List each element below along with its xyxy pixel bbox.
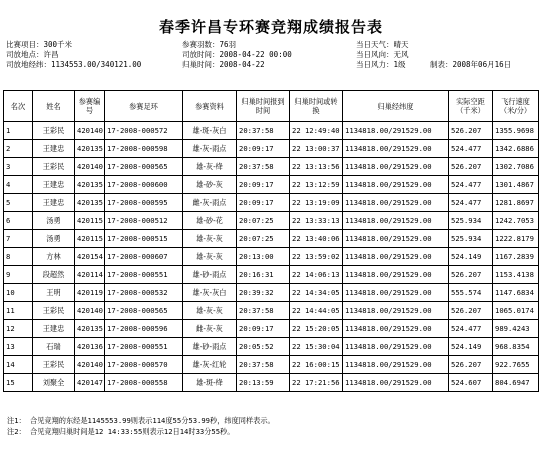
cell-bird-info: 雄-灰-灰 [183, 230, 237, 248]
table-row [4, 194, 539, 212]
info-weather: 当日天气：晴天 [356, 40, 409, 49]
cell-entry-number: 420135 [75, 320, 105, 338]
cell-return-time: 22 15:20:05 [290, 320, 343, 338]
info-row-3 [6, 60, 538, 70]
cell-report-time: 20:37:58 [237, 302, 290, 320]
report-title: 春季许昌专环赛竞翔成绩报告表 [158, 18, 383, 36]
cell-coords: 1134818.00/291529.00 [343, 356, 449, 374]
cell-name: 石瑞 [33, 338, 75, 356]
cell-bird-info: 雌-灰-雨点 [183, 194, 237, 212]
cell-speed: 1167.2839 [493, 248, 539, 266]
cell-name: 王彩民 [33, 302, 75, 320]
cell-report-time: 20:13:00 [237, 248, 290, 266]
cell-name: 方林 [33, 248, 75, 266]
cell-distance: 525.934 [449, 230, 493, 248]
cell-name: 王建忠 [33, 320, 75, 338]
cell-distance: 555.574 [449, 284, 493, 302]
cell-ring: 17-2008-000551 [105, 338, 183, 356]
cell-ring: 17-2008-000598 [105, 140, 183, 158]
info-row-2 [6, 50, 538, 60]
cell-entry-number: 420135 [75, 176, 105, 194]
cell-report-time: 20:09:17 [237, 176, 290, 194]
cell-distance: 524.149 [449, 248, 493, 266]
cell-coords: 1134818.00/291529.00 [343, 230, 449, 248]
cell-distance: 524.477 [449, 176, 493, 194]
cell-name: 王建忠 [33, 176, 75, 194]
cell-bird-info: 雄-斑-绛 [183, 374, 237, 392]
cell-speed: 1242.7053 [493, 212, 539, 230]
table-row [4, 338, 539, 356]
cell-report-time: 20:13:59 [237, 374, 290, 392]
cell-speed: 989.4243 [493, 320, 539, 338]
cell-report-time: 20:37:58 [237, 158, 290, 176]
cell-coords: 1134818.00/291529.00 [343, 140, 449, 158]
cell-coords: 1134818.00/291529.00 [343, 212, 449, 230]
cell-report-time: 20:09:17 [237, 320, 290, 338]
header-entry-number: 参赛编号 [75, 91, 105, 122]
cell-rank: 7 [4, 230, 33, 248]
table-row [4, 212, 539, 230]
cell-speed: 804.6947 [493, 374, 539, 392]
table-row [4, 230, 539, 248]
cell-bird-info: 雄-砂-雨点 [183, 338, 237, 356]
cell-name: 王明 [33, 284, 75, 302]
table-row [4, 122, 539, 140]
cell-rank: 2 [4, 140, 33, 158]
cell-rank: 5 [4, 194, 33, 212]
cell-report-time: 20:09:17 [237, 140, 290, 158]
header-ring: 参赛足环 [105, 91, 183, 122]
table-row [4, 320, 539, 338]
cell-distance: 525.934 [449, 212, 493, 230]
cell-distance: 524.149 [449, 338, 493, 356]
cell-coords: 1134818.00/291529.00 [343, 194, 449, 212]
cell-ring: 17-2008-000570 [105, 356, 183, 374]
cell-name: 王彩民 [33, 356, 75, 374]
header-return-time: 归巢时间或转换 [290, 91, 343, 122]
cell-ring: 17-2008-000596 [105, 320, 183, 338]
cell-report-time: 20:39:32 [237, 284, 290, 302]
cell-coords: 1134818.00/291529.00 [343, 266, 449, 284]
cell-ring: 17-2008-000572 [105, 122, 183, 140]
cell-bird-info: 雄-灰-红轮 [183, 356, 237, 374]
note-2: 注2： 合见竞翔归巢时间是12 14:33:55则表示12日14时33分55秒。 [7, 427, 235, 436]
cell-ring: 17-2008-000532 [105, 284, 183, 302]
cell-return-time: 22 13:59:02 [290, 248, 343, 266]
cell-distance: 526.207 [449, 302, 493, 320]
cell-entry-number: 420135 [75, 140, 105, 158]
info-wind-force: 当日风力：1级 [356, 60, 406, 69]
table-row [4, 140, 539, 158]
cell-name: 段超然 [33, 266, 75, 284]
info-wind-direction: 当日风向：无风 [356, 50, 409, 59]
cell-bird-info: 雄-灰-灰 [183, 302, 237, 320]
header-rank: 名次 [4, 91, 33, 122]
cell-entry-number: 420136 [75, 338, 105, 356]
cell-entry-number: 420140 [75, 158, 105, 176]
cell-distance: 524.477 [449, 320, 493, 338]
cell-return-time: 22 13:12:59 [290, 176, 343, 194]
cell-rank: 8 [4, 248, 33, 266]
cell-ring: 17-2008-000565 [105, 158, 183, 176]
cell-entry-number: 420140 [75, 122, 105, 140]
results-table [3, 90, 539, 392]
cell-rank: 14 [4, 356, 33, 374]
cell-report-time: 20:37:58 [237, 356, 290, 374]
cell-report-time: 20:07:25 [237, 230, 290, 248]
cell-return-time: 22 13:13:56 [290, 158, 343, 176]
cell-speed: 1153.4138 [493, 266, 539, 284]
cell-bird-info: 雄-斑-灰白 [183, 122, 237, 140]
cell-rank: 3 [4, 158, 33, 176]
cell-return-time: 22 13:40:06 [290, 230, 343, 248]
cell-report-time: 20:09:17 [237, 194, 290, 212]
table-row [4, 284, 539, 302]
header-coords: 归巢经纬度 [343, 91, 449, 122]
race-info [6, 40, 538, 70]
cell-entry-number: 420115 [75, 230, 105, 248]
header-bird-info: 参赛资料 [183, 91, 237, 122]
cell-bird-info: 雄-灰-灰白 [183, 284, 237, 302]
cell-distance: 526.207 [449, 158, 493, 176]
cell-speed: 1281.8697 [493, 194, 539, 212]
info-entries: 参赛羽数：76羽 [182, 40, 237, 49]
cell-name: 王彩民 [33, 158, 75, 176]
cell-return-time: 22 13:33:13 [290, 212, 343, 230]
cell-distance: 526.207 [449, 356, 493, 374]
cell-entry-number: 420135 [75, 194, 105, 212]
table-row [4, 302, 539, 320]
cell-rank: 4 [4, 176, 33, 194]
cell-speed: 1302.7086 [493, 158, 539, 176]
cell-coords: 1134818.00/291529.00 [343, 284, 449, 302]
table-row [4, 158, 539, 176]
cell-coords: 1134818.00/291529.00 [343, 176, 449, 194]
cell-rank: 15 [4, 374, 33, 392]
cell-return-time: 22 16:00:15 [290, 356, 343, 374]
cell-distance: 526.207 [449, 266, 493, 284]
cell-entry-number: 420154 [75, 248, 105, 266]
cell-report-time: 20:05:52 [237, 338, 290, 356]
cell-entry-number: 420147 [75, 374, 105, 392]
cell-speed: 922.7655 [493, 356, 539, 374]
cell-ring: 17-2008-000595 [105, 194, 183, 212]
cell-coords: 1134818.00/291529.00 [343, 338, 449, 356]
info-release-time: 司放时间：2008-04-22 00:00 [182, 50, 292, 59]
cell-ring: 17-2008-000565 [105, 302, 183, 320]
cell-ring: 17-2008-000558 [105, 374, 183, 392]
table-header-row [4, 91, 539, 122]
cell-entry-number: 420114 [75, 266, 105, 284]
cell-ring: 17-2008-000607 [105, 248, 183, 266]
notes [7, 415, 275, 437]
cell-speed: 1222.8179 [493, 230, 539, 248]
info-return-date: 归巢时间：2008-04-22 [182, 60, 265, 69]
cell-rank: 13 [4, 338, 33, 356]
cell-coords: 1134818.00/291529.00 [343, 374, 449, 392]
cell-bird-info: 雄-灰-绛 [183, 158, 237, 176]
table-row [4, 248, 539, 266]
cell-rank: 1 [4, 122, 33, 140]
cell-bird-info: 雄-灰-灰 [183, 248, 237, 266]
cell-return-time: 22 13:19:09 [290, 194, 343, 212]
cell-return-time: 22 17:21:56 [290, 374, 343, 392]
cell-rank: 6 [4, 212, 33, 230]
cell-speed: 1065.0174 [493, 302, 539, 320]
cell-bird-info: 雄-砂-灰 [183, 176, 237, 194]
cell-rank: 12 [4, 320, 33, 338]
cell-bird-info: 雄-砂-雨点 [183, 266, 237, 284]
cell-report-time: 20:37:58 [237, 122, 290, 140]
cell-rank: 9 [4, 266, 33, 284]
cell-distance: 526.207 [449, 122, 493, 140]
table-row [4, 374, 539, 392]
cell-name: 刘聚全 [33, 374, 75, 392]
cell-return-time: 22 12:49:40 [290, 122, 343, 140]
cell-return-time: 22 15:30:04 [290, 338, 343, 356]
cell-return-time: 22 14:06:13 [290, 266, 343, 284]
cell-ring: 17-2008-000515 [105, 230, 183, 248]
cell-entry-number: 420140 [75, 302, 105, 320]
cell-return-time: 22 14:44:05 [290, 302, 343, 320]
table-row [4, 356, 539, 374]
cell-speed: 1147.6834 [493, 284, 539, 302]
cell-ring: 17-2008-000551 [105, 266, 183, 284]
cell-name: 王建忠 [33, 140, 75, 158]
info-release-coords: 司放地经纬：1134553.00/340121.00 [6, 60, 142, 69]
cell-return-time: 22 14:34:05 [290, 284, 343, 302]
cell-entry-number: 420115 [75, 212, 105, 230]
table-row [4, 176, 539, 194]
info-race-item: 比赛项目：300千米 [6, 40, 73, 49]
cell-distance: 524.477 [449, 140, 493, 158]
note-1: 注1： 合见竞翔的东经是1145553.99则表示114度55分53.99秒，纬度同样表示。 [7, 416, 275, 425]
header-speed: 飞行速度（米/分） [493, 91, 539, 122]
header-report-time: 归巢时间报到时间 [237, 91, 290, 122]
cell-distance: 524.477 [449, 194, 493, 212]
cell-entry-number: 420119 [75, 284, 105, 302]
cell-speed: 1301.4867 [493, 176, 539, 194]
info-release-site: 司放地点：许昌 [6, 50, 59, 59]
cell-coords: 1134818.00/291529.00 [343, 122, 449, 140]
table-body [4, 122, 539, 392]
cell-bird-info: 雄-砂-花 [183, 212, 237, 230]
table-row [4, 266, 539, 284]
cell-bird-info: 雌-灰-灰 [183, 320, 237, 338]
cell-name: 王彩民 [33, 122, 75, 140]
cell-name: 王建忠 [33, 194, 75, 212]
cell-ring: 17-2008-000600 [105, 176, 183, 194]
cell-return-time: 22 13:00:37 [290, 140, 343, 158]
cell-speed: 1342.6886 [493, 140, 539, 158]
cell-name: 汤勇 [33, 230, 75, 248]
cell-speed: 1355.9698 [493, 122, 539, 140]
cell-ring: 17-2008-000512 [105, 212, 183, 230]
cell-coords: 1134818.00/291529.00 [343, 248, 449, 266]
cell-report-time: 20:16:31 [237, 266, 290, 284]
cell-bird-info: 雄-灰-雨点 [183, 140, 237, 158]
cell-coords: 1134818.00/291529.00 [343, 320, 449, 338]
cell-rank: 11 [4, 302, 33, 320]
cell-entry-number: 420140 [75, 356, 105, 374]
info-row-1 [6, 40, 538, 50]
cell-distance: 524.607 [449, 374, 493, 392]
cell-name: 汤勇 [33, 212, 75, 230]
cell-speed: 968.8354 [493, 338, 539, 356]
cell-coords: 1134818.00/291529.00 [343, 158, 449, 176]
cell-rank: 10 [4, 284, 33, 302]
cell-coords: 1134818.00/291529.00 [343, 302, 449, 320]
info-report-date: 制表：2008年06月16日 [430, 60, 512, 69]
header-distance: 实际空距（千米） [449, 91, 493, 122]
cell-report-time: 20:07:25 [237, 212, 290, 230]
header-name: 姓名 [33, 91, 75, 122]
